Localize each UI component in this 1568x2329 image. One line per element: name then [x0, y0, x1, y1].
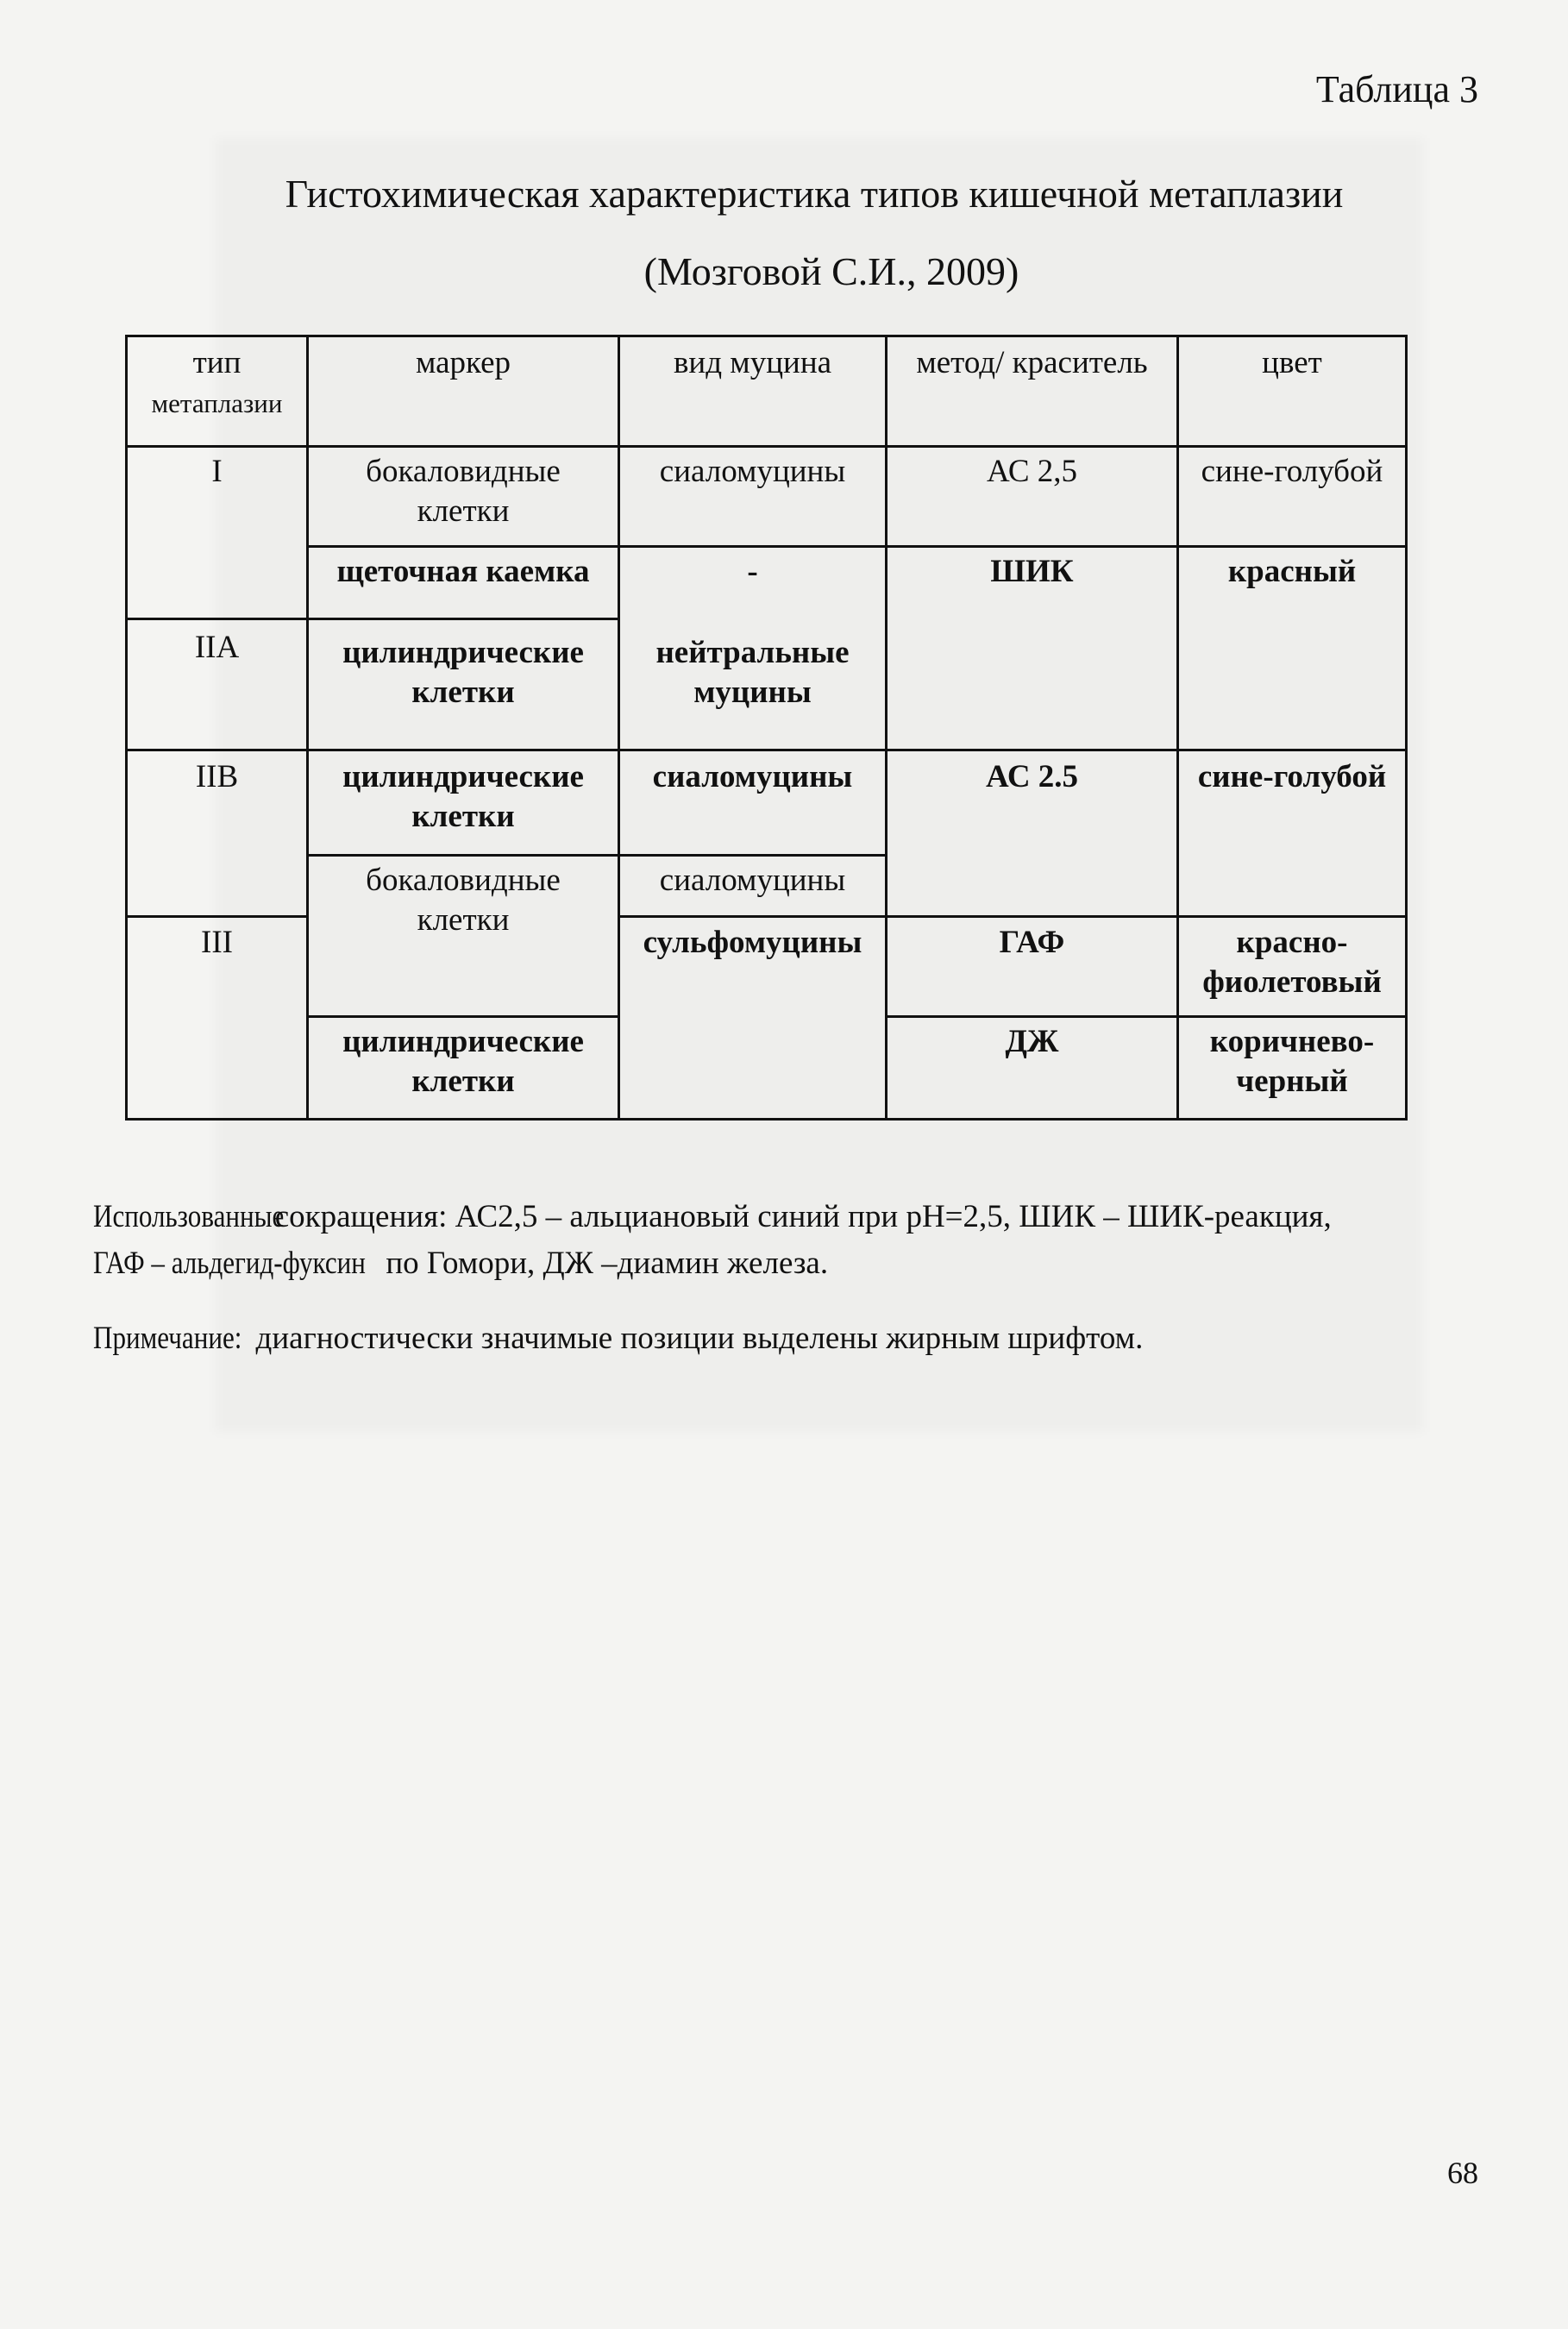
marker-cell: цилиндрические клетки [342, 1024, 584, 1099]
remark-text: диагностически значимые позиции выделены жирным шрифтом. [255, 1321, 1144, 1356]
remark-note [93, 1315, 1490, 1362]
abbreviations-text-2b: по Гомори, ДЖ –диамин железа. [386, 1246, 829, 1281]
type-cell-III: III [201, 925, 233, 960]
col-header-marker: маркер [415, 345, 511, 380]
marker-cell: бокаловидные клетки [366, 454, 561, 529]
type-cell-IIA: IIА [194, 630, 240, 665]
type-cell-IIB: IIВ [195, 759, 239, 794]
color-cell: красно- фиолетовый [1202, 925, 1382, 1000]
color-cell: сине-голубой [1201, 454, 1383, 489]
abbreviations-text-1: сокращения: АС2,5 – альциановый синий при pH=2,5, ШИК – ШИК-реакция, [274, 1199, 1332, 1234]
mucin-cell: сиаломуцины [652, 759, 853, 794]
marker-cell: бокаловидные клетки [366, 863, 561, 938]
mucin-cell: нейтральные муцины [655, 635, 850, 710]
col-header-mucin: вид муцина [673, 345, 832, 380]
abbreviations-label: Использованные [93, 1199, 285, 1234]
abbreviations-note [93, 1194, 1490, 1287]
marker-cell: щеточная каемка [336, 554, 590, 589]
method-cell: АС 2.5 [985, 759, 1079, 794]
method-cell: ДЖ [1005, 1024, 1059, 1059]
col-header-method: метод/ краситель [916, 345, 1148, 380]
method-cell: ГАФ [999, 925, 1065, 960]
col-header-color: цвет [1262, 345, 1322, 380]
mucin-cell: сульфомуцины [643, 925, 862, 960]
col-header-type: тип метаплазии [151, 345, 283, 418]
method-cell: АС 2,5 [986, 454, 1078, 489]
marker-cell: цилиндрические клетки [342, 635, 584, 710]
color-cell: сине-голубой [1197, 759, 1387, 794]
page-number: 68 [1447, 2156, 1478, 2190]
abbreviations-text-2a: ГАФ – альдегид-фуксин [93, 1246, 366, 1281]
type-cell-I: I [211, 454, 223, 489]
color-cell: красный [1227, 554, 1357, 589]
mucin-cell: - [747, 554, 758, 589]
mucin-cell: сиаломуцины [659, 863, 846, 898]
marker-cell: цилиндрические клетки [342, 759, 584, 834]
table-subtitle: (Мозговой С.И., 2009) [643, 249, 1019, 293]
color-cell: коричнево- черный [1209, 1024, 1375, 1099]
remark-label: Примечание: [93, 1321, 242, 1356]
method-cell: ШИК [990, 554, 1074, 589]
mucin-cell: сиаломуцины [659, 454, 846, 489]
table-number: Таблица 3 [1315, 68, 1478, 110]
table-title: Гистохимическая характеристика типов кишечной метаплазии [285, 172, 1344, 216]
